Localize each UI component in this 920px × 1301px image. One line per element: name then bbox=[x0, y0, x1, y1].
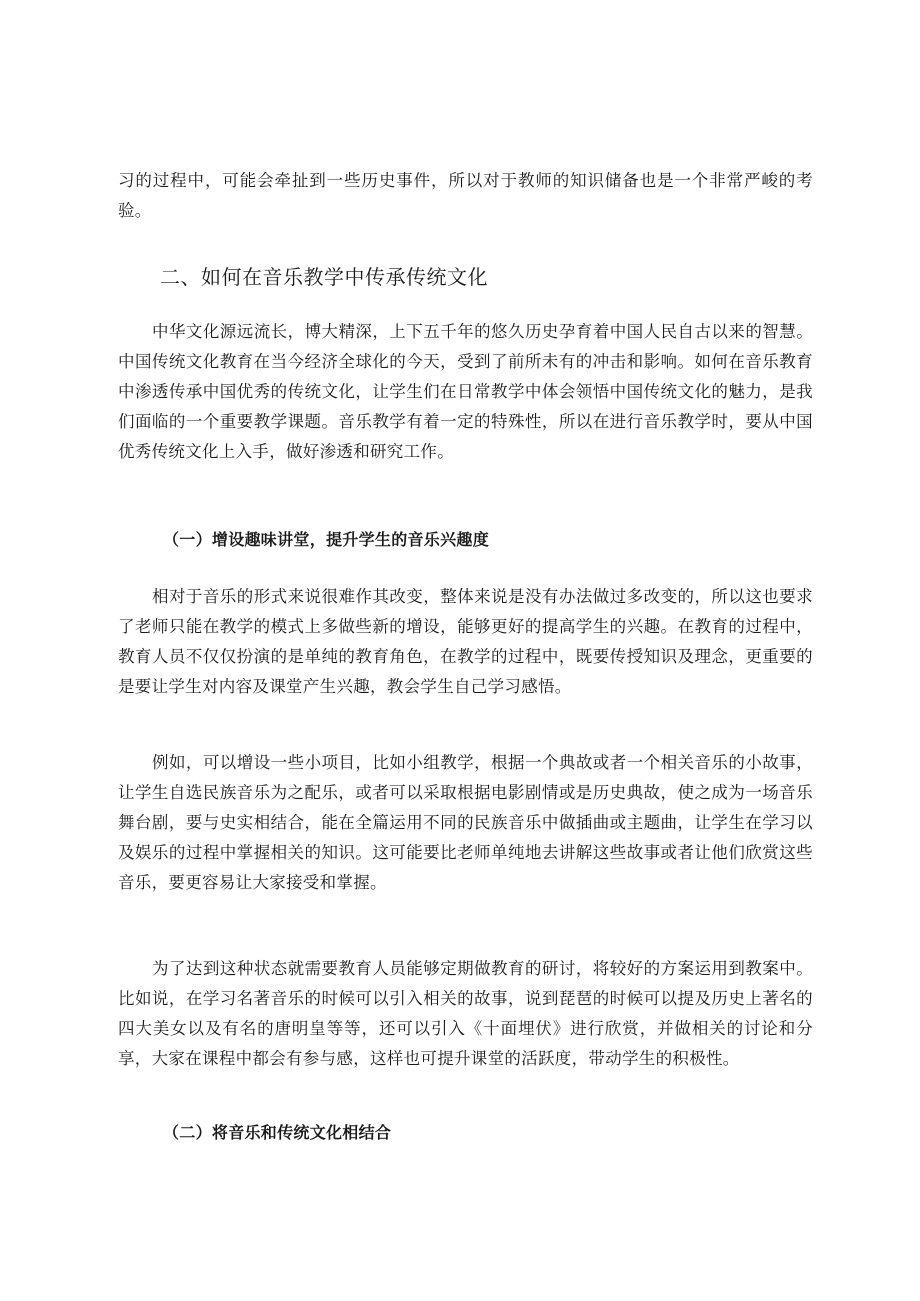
subsection-1-paragraph-1: 相对于音乐的形式来说很难作其改变，整体来说是没有办法做过多改变的，所以这也要求了老师只能在教学的模式上多做些新的增设，能够更好的提高学生的兴趣。在教育的过程中，教育人员不仅仅扮演的是单纯的教育角色，在教学的过程中，既要传授知识及理念，更重要的是要让学生对内容及课堂产生兴趣，教会学生自己学习感悟。 bbox=[118, 587, 813, 696]
subsection-1-paragraph-3: 为了达到这种状态就需要教育人员能够定期做教育的研讨，将较好的方案运用到教案中。比如说，在学习名著音乐的时候可以引入相关的故事，说到琵琶的时候可以提及历史上著名的四大美女以及有名的唐明皇等等，还可以引入《十面埋伏》进行欣赏，并做相关的讨论和分享，大家在课程中都会有参与感，这样也可提升课堂的活跃度，带动学生的积极性。 bbox=[118, 959, 813, 1068]
section-intro-paragraph: 中华文化源远流长，博大精深，上下五千年的悠久历史孕育着中国人民自古以来的智慧。中国传统文化教育在当今经济全球化的今天，受到了前所未有的冲击和影响。如何在音乐教育中渗透传承中国优秀的传统文化，让学生们在日常教学中体会领悟中国传统文化的魅力，是我们面临的一个重要教学课题。音乐教学有着一定的特殊性，所以在进行音乐教学时，要从中国优秀传统文化上入手，做好渗透和研究工作。 bbox=[118, 322, 813, 461]
continuation-paragraph: 习的过程中，可能会牵扯到一些历史事件，所以对于教师的知识储备也是一个非常严峻的考验。 bbox=[118, 171, 813, 220]
subsection-1-heading: （一）增设趣味讲堂，提升学生的音乐兴趣度 bbox=[163, 530, 490, 549]
section-heading: 二、如何在音乐教学中传承传统文化 bbox=[160, 265, 488, 289]
subsection-2-heading: （二）将音乐和传统文化相结合 bbox=[163, 1123, 392, 1142]
subsection-1-paragraph-2: 例如，可以增设一些小项目，比如小组教学，根据一个典故或者一个相关音乐的小故事，让学生自选民族音乐为之配乐，或者可以采取根据电影剧情或是历史典故，使之成为一场音乐舞台剧，要与史实相结合，能在全篇运用不同的民族音乐中做插曲或主题曲，让学生在学习以及娱乐的过程中掌握相关的知识。这可能要比老师单纯地去讲解这些故事或者让他们欣赏这些音乐，要更容易让大家接受和掌握。 bbox=[118, 753, 813, 892]
